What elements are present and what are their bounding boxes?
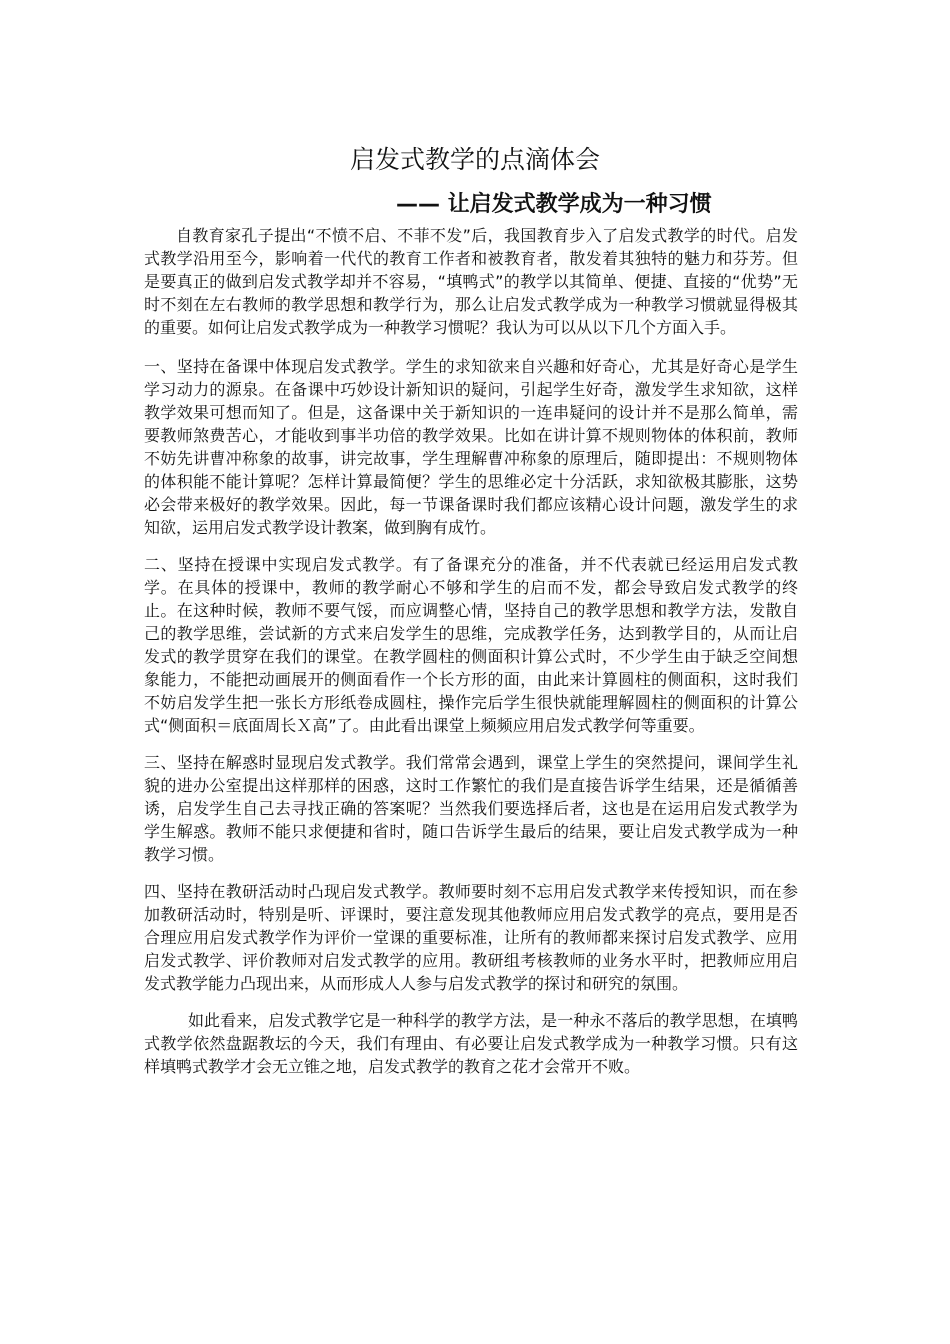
section-paragraph-3: 三、坚持在解惑时显现启发式教学。我们常常会遇到，课堂上学生的突然提问，课间学生礼貌的进办公室提出这样那样的困惑，这时工作繁忙的我们是直接告诉学生结果，还是循循善诱，启发学生自己去寻找正确的答案呢？当然我们要选择后者，这也是在运用启发式教学为学生解惑。教师不能只求便捷和省时，随口告诉学生最后的结果，要让启发式教学成为一种教学习惯。	[144, 753, 798, 864]
section-paragraph-4: 四、坚持在教研活动时凸现启发式教学。教师要时刻不忘用启发式教学来传授知识，而在参加教研活动时，特别是听、评课时，要注意发现其他教师应用启发式教学的亮点，要用是否合理应用启发式教学作为评价一堂课的重要标准，让所有的教师都来探讨启发式教学、应用启发式教学、评价教师对启发式教学的应用。教研组考核教师的业务水平时，把教师应用启发式教学能力凸现出来，从而形成人人参与启发式教学的探讨和研究的氛围。	[144, 882, 798, 993]
document-body	[144, 224, 798, 1092]
document-title: 启发式教学的点滴体会	[349, 145, 600, 174]
section-paragraph-2: 二、坚持在授课中实现启发式教学。有了备课充分的准备，并不代表就已经运用启发式教学。在具体的授课中，教师的教学耐心不够和学生的启而不发，都会导致启发式教学的终止。在这种时候，教师不要气馁，而应调整心情，坚持自己的教学思想和教学方法，发散自己的教学思维，尝试新的方式来启发学生的思维，完成教学任务，达到教学目的，从而让启发式的教学贯穿在我们的课堂。在教学圆柱的侧面积计算公式时，不少学生由于缺乏空间想象能力，不能把动画展开的侧面看作一个长方形的面，由此来计算圆柱的侧面积，这时我们不妨启发学生把一张长方形纸卷成圆柱，操作完后学生很快就能理解圆柱的侧面积的计算公式“侧面积＝底面周长Ｘ高”了。由此看出课堂上频频应用启发式教学何等重要。	[144, 555, 798, 735]
section-paragraph-1: 一、坚持在备课中体现启发式教学。学生的求知欲来自兴趣和好奇心，尤其是好奇心是学生学习动力的源泉。在备课中巧妙设计新知识的疑问，引起学生好奇，激发学生求知欲，这样教学效果可想而知了。但是，这备课中关于新知识的一连串疑问的设计并不是那么简单，需要教师煞费苦心，才能收到事半功倍的教学效果。比如在讲计算不规则物体的体积前，教师不妨先讲曹冲称象的故事，讲完故事，学生理解曹冲称象的原理后，随即提出：不规则物体的体积能不能计算呢？怎样计算最简便？学生的思维必定十分活跃，求知欲极其膨胀，这势必会带来极好的教学效果。因此，每一节课备课时我们都应该精心设计问题，激发学生的求知欲，运用启发式教学设计教案，做到胸有成竹。	[144, 357, 798, 537]
intro-paragraph: 自教育家孔子提出“不愤不启、不菲不发”后，我国教育步入了启发式教学的时代。启发式教学沿用至今，影响着一代代的教育工作者和被教育者，散发着其独特的魅力和芬芳。但是要真正的做到启发式教学却并不容易，“填鸭式”的教学以其简单、便捷、直接的“优势”无时不刻在左右教师的教学思想和教学行为，那么让启发式教学成为一种教学习惯就显得极其的重要。如何让启发式教学成为一种教学习惯呢？我认为可以从以下几个方面入手。	[144, 226, 798, 337]
document-subtitle: —— 让启发式教学成为一种习惯	[396, 192, 712, 217]
conclusion-paragraph: 如此看来，启发式教学它是一种科学的教学方法，是一种永不落后的教学思想，在填鸭式教学依然盘踞教坛的今天，我们有理由、有必要让启发式教学成为一种教学习惯。只有这样填鸭式教学才会无立锥之地，启发式教学的教育之花才会常开不败。	[144, 1011, 798, 1076]
